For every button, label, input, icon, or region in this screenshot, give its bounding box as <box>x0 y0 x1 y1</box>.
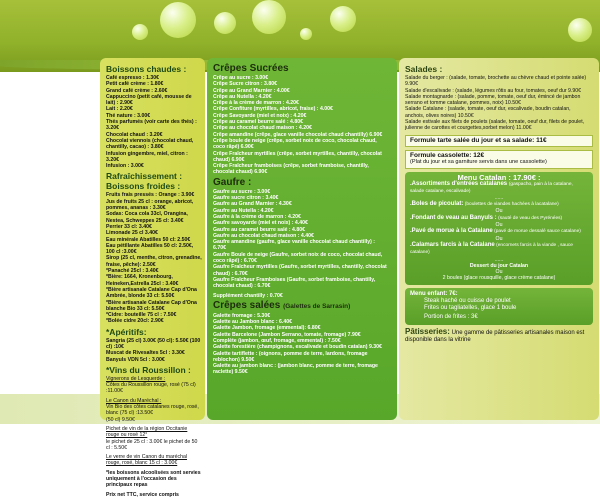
list-item: Galette Jambon, fromage (emmental): 6.80€ <box>213 325 321 332</box>
list-item: Café espresso : 1.30€ <box>106 75 160 81</box>
section-title-crepes-sucrees: Crêpes Sucrées <box>213 63 289 74</box>
drinks-panel <box>100 58 205 498</box>
decor-bubble-small <box>132 24 148 40</box>
list-item: Gaufre savoyarde (miel et noix) : 4.40€ <box>213 220 308 227</box>
menu-enfant-box <box>405 288 593 325</box>
list-boissons-chaudes <box>106 75 202 169</box>
list-item: Vignerons de Lesquerde : <box>106 375 166 382</box>
list-item: Crêpe au caramel beurre salé : 4.80€ <box>213 119 303 126</box>
menu-catalan-box <box>405 172 593 285</box>
list-item: Supplément chantilly : 0.70€ <box>213 292 283 299</box>
list-item: Gaufre amandine (gaufre, glace vanille chocolat chaud chantilly) : 6.70€ <box>213 239 376 252</box>
section-title-crepes-salees <box>213 301 391 312</box>
list-item: *les boissons alcoolisées sont servies uniquement à l'occasion des principaux repas <box>106 469 201 489</box>
plat-name: .Boles de picoulat: <box>410 201 464 208</box>
list-gaufre <box>213 189 389 299</box>
list-item: Gaufre sucre citron : 3.40€ <box>213 195 279 202</box>
menu-enfant-title: Menu enfant: 7€: <box>410 290 458 297</box>
menus-panel <box>399 58 599 420</box>
section-title-salades: Salades : <box>405 64 443 74</box>
decor-bubble <box>330 6 356 32</box>
list-item: Thé nature : 3.00€ <box>106 112 151 119</box>
list-aperitifs <box>106 338 202 363</box>
list-item: Crêpe amandine (crêpe, glace vanille chocolat chaud chantilly) 6.90€ <box>213 131 383 138</box>
menu-enfant-line-2: Frites ou tagliatelles, glace 1 boule <box>424 305 517 312</box>
menu-catalan-plat-4 <box>410 242 588 257</box>
list-vins <box>106 376 202 498</box>
list-item: Crêpe au sucre : 3.00€ <box>213 75 269 81</box>
list-item: *Bière artisanale Catalane Cap d'Ona Ambrée, blonde 33 cl: 5.50€ <box>106 286 197 300</box>
list-item: Salade d'escalivade : (salade, légumes rôtis au four, tomates, oeuf dur 9.90€ <box>405 87 582 94</box>
entrees-title: .Assortiments d'entrées catalanes <box>410 180 508 187</box>
list-item: Crêpe Confiture (myrtilles, abricot, fraise) : 4.00€ <box>213 106 333 113</box>
list-item: Galette forestière (champignons, escalivade et boudin catalan) 9.30€ <box>213 344 382 351</box>
plat-name: .Calamars farcis à la Catalane <box>410 241 495 248</box>
list-item: Salade montagnarde : (salade, pomme, tomate, oeuf dur, émincé de jambon serrano et tomme catalane, pommes, noix) 10.50€ <box>405 93 581 107</box>
list-item: Gaufre Fraîcheur Framboises (Gaufre, sorbet framboise, chantilly, chocolat chaud) : 6.70€ <box>213 276 376 290</box>
list-item: Muscat de Rivesaltes 5cl : 3.30€ <box>106 350 185 357</box>
dessert-alt: 2 boules (glace rousquille, glace crème catalane) <box>442 275 556 282</box>
list-item: Salade du berger : (salade, tomate, brochette au chèvre chaud et pointe salée) 9.90€ <box>405 75 587 88</box>
list-item: Crêpe Sucre citron : 3.80€ <box>213 81 278 88</box>
list-item: Chocolat chaud : 3.20€ <box>106 131 163 138</box>
list-item: Crêpe boule de neige (crêpe, sorbet noix de coco, chocolat chaud, coco râpé) 6.90€ <box>213 137 377 151</box>
entrees-desc: (gaspacho, pain à la catalane, salade catalane, escalivade) <box>410 181 573 194</box>
list-item: Sirop (25 cl, menthe, citron, grenadine, fraise, pêche): 2.50€ <box>106 255 202 268</box>
list-item: Galette fromage : 5.30€ <box>213 312 271 319</box>
list-item: *Bière: 1664, Kronenbourg, Heineken,Estrella 25cl : 3.40€ <box>106 274 179 287</box>
list-item: Grand café crème : 2.60€ <box>106 87 168 94</box>
decor-bubble <box>568 18 592 42</box>
dessert-title: Dessert du jour Catalan <box>469 262 529 269</box>
list-item: Salade Catalane : (salade, tomate, oeuf dur, escalivade, boudin catalan, anchois, olives noires) 10.50€ <box>405 106 571 119</box>
list-item: Galette au jambon blanc : (jambon blanc, pomme de terre, fromage raclette) 9.50€ <box>213 363 378 376</box>
list-item: le pichet de 25 cl : 3.00€ le pichet de 50 cl : 5.50€ <box>106 438 198 451</box>
separator: ...... <box>494 194 504 201</box>
list-item: Gaufre au chocolat chaud maison : 4.40€ <box>213 232 314 239</box>
list-item: Gaufre au sucre : 3.00€ <box>213 188 271 195</box>
or-label: Ou <box>495 235 503 242</box>
list-item: *Bolée cidre 20cl: 2.90€ <box>106 318 164 325</box>
plat-desc: (boulettes de viandes hachées à lacatalane) <box>464 202 559 208</box>
or-label: Ou <box>495 222 503 229</box>
portion-frites: Portion de frites : 3€ <box>424 314 478 321</box>
menu-catalan-plat-1 <box>410 201 588 208</box>
menu-catalan-entrees <box>410 181 588 195</box>
list-item: Fruits frais pressés : Orange : 3.90€ <box>106 192 195 199</box>
list-crepes-salees <box>213 313 389 376</box>
or-label: Ou <box>495 269 503 276</box>
list-item: Cappuccino (petit café, mousse de lait) : 2.90€ <box>106 93 192 107</box>
list-item: Thés parfumés (voir carte des thés) : 3.20€ <box>106 119 197 132</box>
list-item: Chocolat viennois (chocolat chaud, chantilly, cacao) : 3.80€ <box>106 137 194 151</box>
list-item: Côtes du Roussillon rouge, rosé (75 cl) :11.00€ <box>106 382 196 395</box>
decor-bubble-large <box>160 2 196 38</box>
list-item: Perrier 33 cl: 3.40€ <box>106 223 152 230</box>
list-item: Crêpe à la crème de marron : 4.20€ <box>213 100 299 107</box>
list-item: Infusion : 3.00€ <box>106 163 144 170</box>
or-label: Ou <box>495 208 503 215</box>
list-item: Complète (jambon, œuf, fromage, emmental) : 7.50€ <box>213 337 341 344</box>
list-item: Le verre de vin Canon du maréchal rouge, rosé, blanc 15 cl : 3.00€ <box>106 454 188 467</box>
list-item: Sodas: Coca cola 33cl, Orangina, Nestea, Schweppes 25 cl: 3.40€ <box>106 211 188 224</box>
plat-desc: (pavé de morue dessalé sauce catalane) <box>494 229 581 235</box>
menu-catalan-plat-3 <box>410 228 588 235</box>
list-item: *Bière artisanale Catalane Cap d'Ona blanche Bio 33 cl: 5.50€ <box>106 299 197 312</box>
crepes-salees-title: Crêpes salées <box>213 299 281 311</box>
menu-enfant-line-1: Steak haché ou cuisse de poulet <box>424 297 511 304</box>
list-item: Sangria (25 cl) 3.00€ (50 cl): 5.50€ (100 cl) :10€ <box>106 337 201 350</box>
decor-bubble <box>252 0 286 34</box>
list-item: Gaufre Boule de neige (Gaufre, sorbet noix de coco, chocolat chaud, coco râpé) : 6.70€ <box>213 251 383 265</box>
formule-cassolette-box <box>405 150 593 169</box>
list-item: Galette au Jambon blanc : 6.40€ <box>213 319 292 326</box>
list-item: Crêpe Savoyarde (miel et noix) : 4.20€ <box>213 112 307 119</box>
list-item: Limonade 25 cl 3.40€ <box>106 230 158 237</box>
list-item: *Panaché 25cl : 3.40€ <box>106 268 159 275</box>
formule-cassolette-title: Formule cassolette: 12€ <box>410 151 485 159</box>
list-item: Eau minérale Abatilles 50 cl: 2.50€ <box>106 236 191 243</box>
formule-cassolette-desc: (Plat du jour et sa garniture servis dans une cassolette) <box>410 159 547 166</box>
section-title-boissons-chaudes: Boissons chaudes : <box>106 64 187 74</box>
list-item: Petit café crème : 1.80€ <box>106 81 164 88</box>
list-item: Banyuls VDN 5cl : 3.00€ <box>106 356 165 363</box>
crepes-salees-subtitle: (Galettes de Sarrasin) <box>283 302 351 310</box>
list-item: Eau pétillante Abatilles 50 cl: 2.50€, 100 cl :3.00€ <box>106 242 194 256</box>
list-item: Gaufre au Nutella : 4.20€ <box>213 207 274 214</box>
decor-bubble <box>300 28 312 40</box>
footer-note: Prix net TTC, service compris <box>106 491 179 498</box>
list-item: Crêpe Fraîcheur framboises (crêpe, sorbet framboise, chantilly, chocolat chaud) 6.90€ <box>213 163 369 176</box>
list-item: (50 cl) 9.50€ <box>106 416 135 423</box>
list-item: Galette tartiflette : (oignons, pomme de terre, lardons, fromage reblochon) 9.50€ <box>213 350 368 363</box>
separator: ...... <box>494 256 504 263</box>
list-item: Jus de fruits 25 cl : orange, abricot, pommes, ananas : 3.30€ <box>106 198 194 212</box>
plat-desc: (sauté de veau des Pyrénées) <box>498 215 563 221</box>
menu-catalan-plat-2 <box>410 215 588 222</box>
list-item: Crêpe au Nutella : 4.20€ <box>213 93 272 100</box>
list-item: Le Canon du Maréchal : <box>106 397 162 404</box>
list-item: Infusion gingembre, miel, citron : 3.20€ <box>106 150 188 163</box>
patisseries-title: Pâtisseries: <box>405 326 450 336</box>
plat-desc: (encornets farcis à la viande , sauce catalane) <box>410 242 573 256</box>
list-item: Crêpe au chocolat chaud maison : 4.20€ <box>213 125 312 132</box>
crepes-panel <box>207 58 397 420</box>
list-item: Crêpe Fraîcheur myrtilles (crêpe, sorbet myrtilles, chantilly, chocolat chaud) 6.90€ <box>213 150 382 163</box>
list-rafraichissement <box>106 192 202 324</box>
menu-catalan-title: Menu Catalan : 17.90€ : <box>457 172 541 182</box>
section-title-vins: *Vins du Roussillon : <box>106 364 191 375</box>
list-item: Vin Bio des côtes catalanes rouge, rosé, blanc (75 cl) :13.50€ <box>106 404 199 417</box>
patisseries <box>405 328 593 345</box>
list-item: Gaufre Fraîcheur myrtilles (Gaufre, sorbet myrtilles, chantilly, chocolat chaud) : 6.70€ <box>213 264 387 277</box>
list-crepes-sucrees <box>213 75 389 176</box>
list-salades <box>405 75 591 132</box>
decor-bubble <box>214 12 236 34</box>
list-item: Lait : 2.20€ <box>106 106 133 113</box>
section-title-aperitifs: *Apéritifs: <box>106 326 147 337</box>
formule-tarte: Formule tarte salée du jour et sa salade: 11€ <box>410 136 547 144</box>
formule-tarte-box <box>405 135 593 147</box>
list-item: Pichet de vin de la région Occitanie rouge ou rosé 12° <box>106 425 188 439</box>
patisseries-desc: Une gamme de pâtisseries artisanales maison est disponible dans la vitrine <box>405 329 585 344</box>
list-item: Salade estivale aux filets de poulets (salade, tomate, oeuf dur, filets de poulet, julienne de carottes et courgettes,sorbet melon) 11.00€ <box>405 119 585 132</box>
list-item: Crêpe au Grand Marnier : 4.00€ <box>213 87 290 94</box>
plat-name: .Pavé de morue à la Catalane <box>410 228 493 235</box>
section-title-gaufre: Gaufre : <box>213 176 252 188</box>
list-item: Gaufre au caramel beurre salé : 4.80€ <box>213 226 305 233</box>
plat-name: .Fondant de veau au Banyuls : <box>410 214 497 221</box>
list-item: Galette Barcelone (Jambon Serrano, tomate, fromage) 7.90€ <box>213 331 361 338</box>
list-item: Gaufre à la crème de marron : 4.20€ <box>213 213 301 220</box>
list-item: *Cidre: bouteille 75 cl : 7.50€ <box>106 312 177 319</box>
list-item: Gaufre au Grand Marnier : 4.30€ <box>213 201 292 208</box>
section-title-rafraichissement: Rafraîchissement : Boissons froides : <box>106 171 183 192</box>
